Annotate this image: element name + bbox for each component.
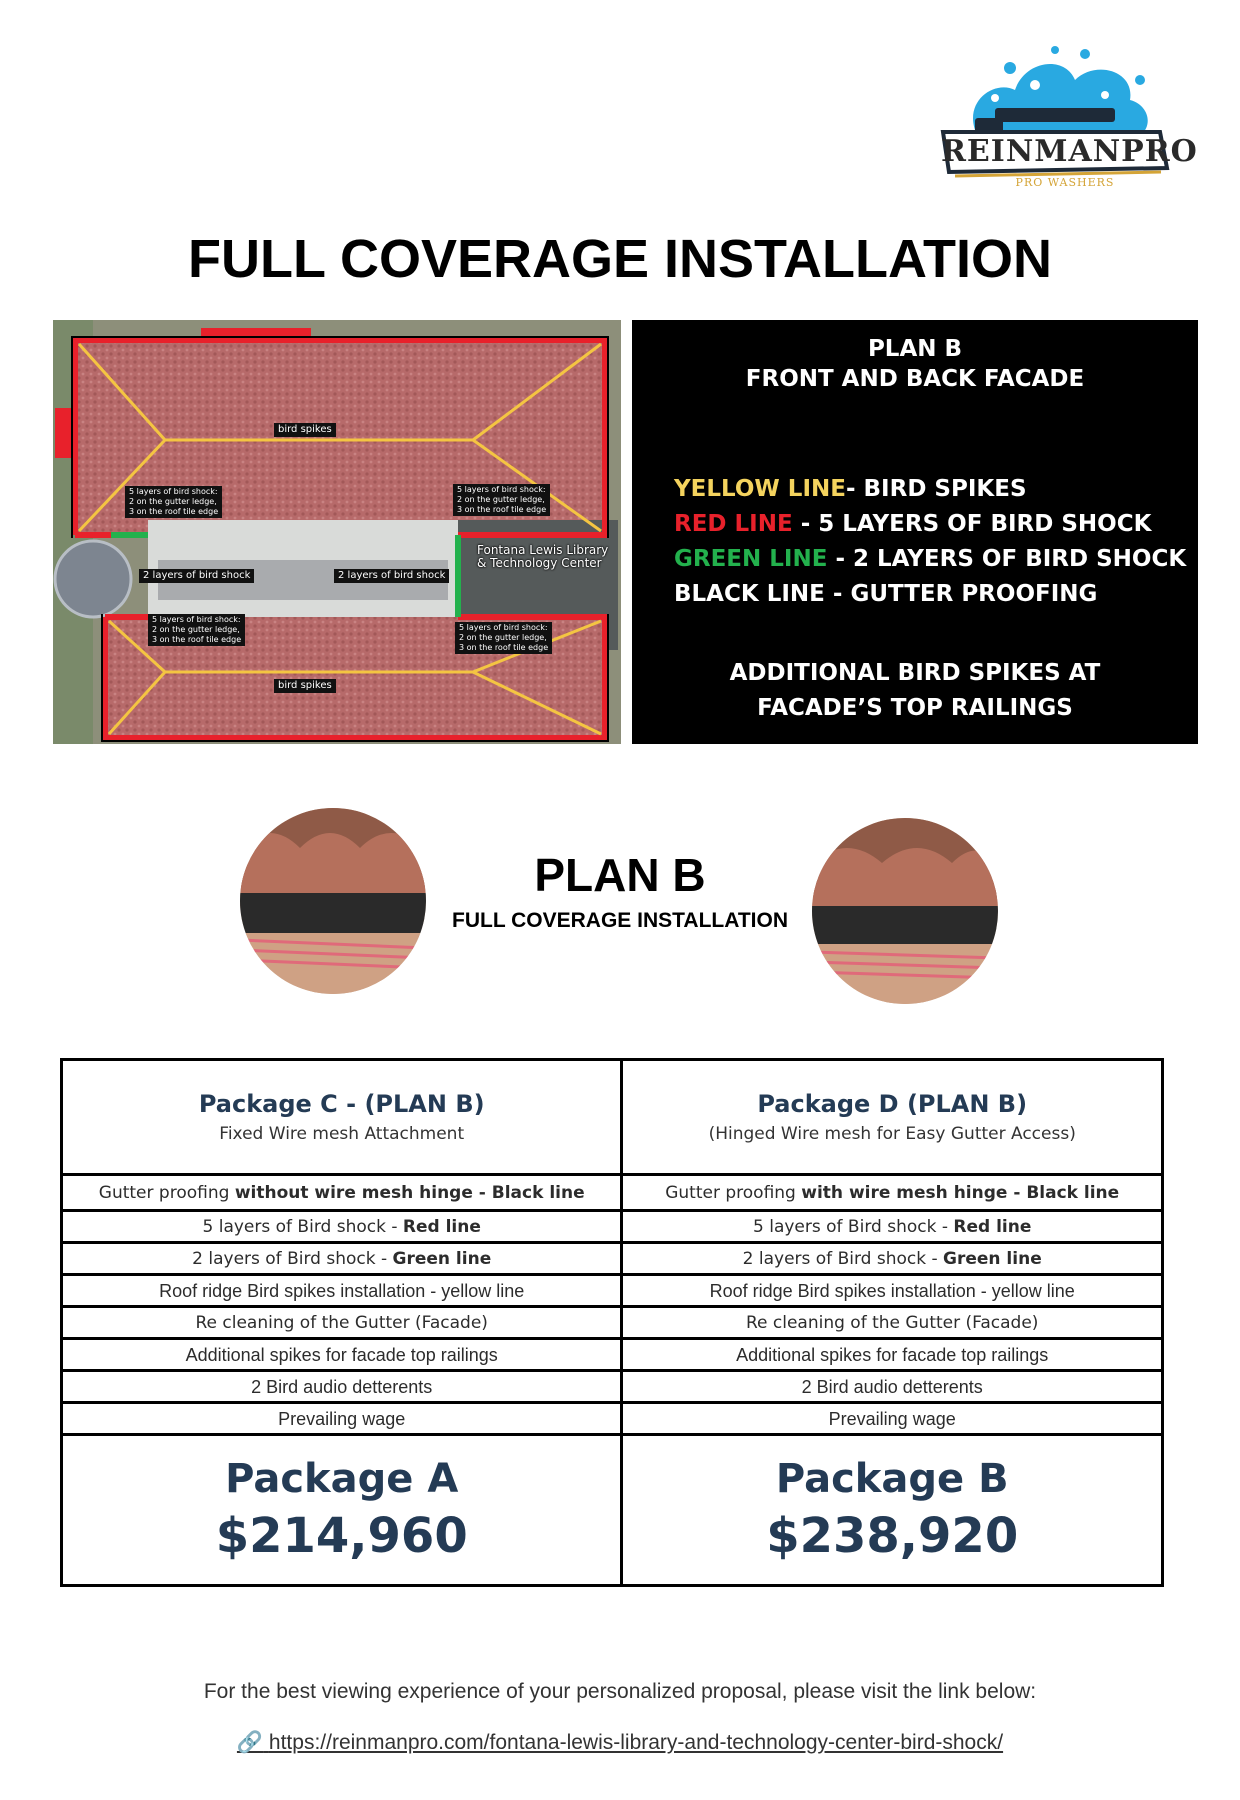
legend-additional-line1: ADDITIONAL BIRD SPIKES AT	[729, 660, 1101, 686]
table-cell: Prevailing wage	[622, 1403, 1163, 1435]
price-package-a-amount: $214,960	[215, 1508, 468, 1564]
table-row	[62, 1371, 1163, 1403]
table-cell: 2 Bird audio detterents	[622, 1371, 1163, 1403]
price-package-a-name: Package A	[225, 1456, 459, 1502]
cell-bold-text: without wire mesh hinge - Black line	[234, 1182, 585, 1203]
proposal-link-url[interactable]: https://reinmanpro.com/fontana-lewis-library-and-technology-center-bird-shock/	[268, 1731, 1004, 1754]
library-line2: & Technology Center	[477, 556, 602, 570]
table-cell: Roof ridge Bird spikes installation - yellow line	[622, 1275, 1163, 1307]
table-row	[62, 1211, 1163, 1243]
legend-yellow-line	[674, 476, 1027, 502]
package-comparison-table	[60, 1058, 1164, 1587]
table-cell: 2 Bird audio detterents	[62, 1371, 622, 1403]
roof-aerial-map	[53, 320, 621, 744]
roof-photo-right-drawing	[812, 818, 998, 1004]
table-row	[62, 1243, 1163, 1275]
cell-text: 2 layers of Bird shock -	[742, 1248, 944, 1269]
library-line1: Fontana Lewis Library	[477, 543, 609, 557]
map-label-five-layers-tr	[453, 484, 550, 516]
legend-text: 5 LAYERS OF BIRD SHOCK	[818, 511, 1152, 537]
map-label-two-layers-left: 2 layers of bird shock	[139, 569, 254, 583]
logo-tagline: PRO WASHERS	[1015, 176, 1115, 189]
cell-bold-text: Red line	[953, 1216, 1032, 1237]
legend-sep: -	[824, 581, 851, 607]
legend-heading-facade: FRONT AND BACK FACADE	[745, 366, 1085, 392]
page-title: FULL COVERAGE INSTALLATION	[188, 229, 1052, 289]
five-layers-line1: 5 layers of bird shock:	[152, 615, 241, 624]
table-cell	[622, 1211, 1163, 1243]
five-layers-line3: 3 on the roof tile edge	[152, 635, 242, 644]
legend-text: BIRD SPIKES	[863, 476, 1027, 502]
map-label-bird-spikes-top: bird spikes	[274, 423, 336, 437]
table-header-package-d	[622, 1060, 1163, 1175]
proposal-link[interactable]	[0, 1731, 1240, 1755]
legend-panel	[632, 320, 1198, 744]
legend-text: GUTTER PROOFING	[850, 581, 1098, 607]
legend-key: YELLOW LINE	[674, 476, 846, 502]
logo-brand: REINMANPRO	[941, 134, 1198, 169]
table-cell: Roof ridge Bird spikes installation - yellow line	[62, 1275, 622, 1307]
table-cell: Re cleaning of the Gutter (Facade)	[62, 1307, 622, 1339]
table-row	[62, 1307, 1163, 1339]
table-header-row	[62, 1060, 1163, 1175]
footer-note: For the best viewing experience of your personalized proposal, please visit the link below:	[203, 1680, 1037, 1703]
table-cell	[62, 1175, 622, 1211]
cell-bold-text: Red line	[402, 1216, 481, 1237]
five-layers-line3: 3 on the roof tile edge	[457, 505, 547, 514]
legend-sep: -	[827, 546, 854, 572]
table-cell	[62, 1243, 622, 1275]
cell-text: 5 layers of Bird shock -	[202, 1216, 403, 1237]
cell-bold-text: with wire mesh hinge - Black line	[801, 1182, 1120, 1203]
link-icon: 🔗	[236, 1731, 264, 1754]
five-layers-line3: 3 on the roof tile edge	[459, 643, 549, 652]
roof-photo-right	[812, 818, 998, 1004]
table-row	[62, 1403, 1163, 1435]
legend-key: BLACK LINE	[674, 581, 825, 607]
price-cell-package-a	[62, 1435, 622, 1586]
five-layers-line2: 2 on the gutter ledge,	[152, 625, 240, 634]
package-d-name: Package D (PLAN B)	[757, 1090, 1028, 1118]
price-package-b-amount: $238,920	[766, 1508, 1019, 1564]
five-layers-line1: 5 layers of bird shock:	[457, 485, 546, 494]
five-layers-line1: 5 layers of bird shock:	[459, 623, 548, 632]
map-label-five-layers-br	[455, 622, 552, 654]
cell-text: 2 layers of Bird shock -	[192, 1248, 393, 1269]
package-d-desc: (Hinged Wire mesh for Easy Gutter Access)	[708, 1124, 1076, 1144]
legend-key: RED LINE	[674, 511, 793, 537]
plan-b-subtitle: FULL COVERAGE INSTALLATION	[452, 909, 788, 932]
legend-key: GREEN LINE	[674, 546, 828, 572]
plan-b-title: PLAN B	[534, 849, 706, 901]
price-cell-package-b	[622, 1435, 1163, 1586]
cell-bold-text: Green line	[392, 1248, 492, 1269]
package-c-name: Package C - (PLAN B)	[198, 1090, 485, 1118]
cell-bold-text: Green line	[943, 1248, 1042, 1269]
five-layers-line2: 2 on the gutter ledge,	[129, 497, 217, 506]
legend-text: 2 LAYERS OF BIRD SHOCK	[853, 546, 1187, 572]
map-label-bird-spikes-bottom: bird spikes	[274, 679, 336, 693]
legend-black-line	[674, 581, 1097, 607]
cell-text: Gutter proofing	[98, 1182, 235, 1203]
table-cell	[62, 1211, 622, 1243]
map-label-two-layers-right: 2 layers of bird shock	[334, 569, 449, 583]
table-cell: Prevailing wage	[62, 1403, 622, 1435]
package-c-desc: Fixed Wire mesh Attachment	[219, 1124, 465, 1144]
map-label-library	[477, 544, 608, 570]
legend-sep: -	[792, 511, 819, 537]
five-layers-line2: 2 on the gutter ledge,	[457, 495, 545, 504]
legend-additional-line2: FACADE’S TOP RAILINGS	[757, 695, 1073, 721]
roof-map-drawing	[53, 320, 621, 744]
cell-text: 5 layers of Bird shock -	[753, 1216, 954, 1237]
table-row	[62, 1339, 1163, 1371]
map-label-five-layers-bl	[148, 614, 245, 646]
legend-red-line	[674, 511, 1151, 537]
legend-heading-plan: PLAN B	[867, 336, 963, 362]
table-cell	[622, 1243, 1163, 1275]
table-cell: Re cleaning of the Gutter (Facade)	[622, 1307, 1163, 1339]
table-cell	[622, 1175, 1163, 1211]
table-cell: Additional spikes for facade top railings	[62, 1339, 622, 1371]
five-layers-line2: 2 on the gutter ledge,	[459, 633, 547, 642]
table-row	[62, 1175, 1163, 1211]
table-cell: Additional spikes for facade top railings	[622, 1339, 1163, 1371]
table-header-package-c	[62, 1060, 622, 1175]
five-layers-line1: 5 layers of bird shock:	[129, 487, 218, 496]
table-row	[62, 1275, 1163, 1307]
table-price-row	[62, 1435, 1163, 1586]
five-layers-line3: 3 on the roof tile edge	[129, 507, 219, 516]
cell-text: Gutter proofing	[665, 1182, 802, 1203]
roof-photo-left	[240, 808, 426, 994]
roof-photo-left-drawing	[240, 808, 426, 994]
map-label-five-layers-tl	[125, 486, 222, 518]
legend-sep: -	[845, 476, 864, 502]
company-logo	[935, 40, 1198, 210]
legend-green-line	[674, 546, 1186, 572]
price-package-b-name: Package B	[775, 1456, 1009, 1502]
